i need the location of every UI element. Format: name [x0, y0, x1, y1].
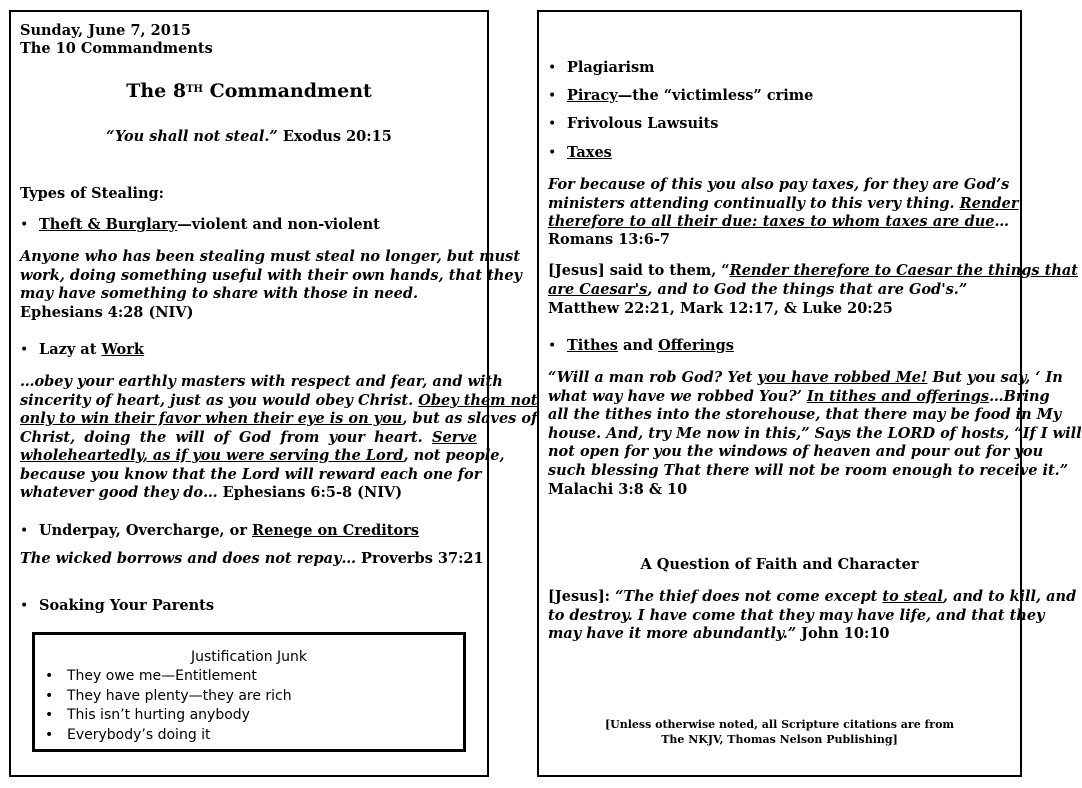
- page-title: The 8TH Commandment: [126, 80, 372, 102]
- types-heading: Types of Stealing:: [20, 185, 164, 202]
- proverbs-quote: The wicked borrows and does not repay… Proverbs 37:21: [20, 550, 484, 567]
- plagiarism-item: Plagiarism: [567, 59, 655, 76]
- romans-ref: Romans 13:6-7: [548, 231, 670, 248]
- list-item: • They owe me—Entitlement: [45, 667, 292, 687]
- bullet-icon: •: [20, 217, 29, 233]
- piracy-item: Piracy—the “victimless” crime: [567, 87, 814, 104]
- list-item: • They have plenty—they are rich: [45, 687, 292, 707]
- malachi-quote: “Will a man rob God? Yet you have robbed Me! But you say, ‘ In what way have we robbed You?’ In tithes and offerings…Bring all the tithes into the storehouse, that there may be food in My house. And, try Me now in this,” Says the LORD of hosts, “If I will not open for you the windows of heaven and pour out for you such blessing That there will not be room enough to receive it.”: [548, 369, 1082, 479]
- lawsuits-item: Frivolous Lawsuits: [567, 115, 719, 132]
- theft-item: Theft & Burglary—violent and non-violent: [39, 216, 380, 233]
- ephesians-6-quote: …obey your earthly masters with respect and fear, and with sincerity of heart, just as you would obey Christ. Obey them not only to win their favor when their eye is on you, but as slaves of Christ, doing the will of God from your heart. Serve wholeheartedly, as if you were serving the Lord, not people, because you know that the Lord will reward each one for whatever good they do… Ephesians 6:5-8 (NIV): [20, 373, 538, 501]
- bullet-icon: •: [20, 598, 29, 614]
- lazy-item: Lazy at Work: [39, 341, 144, 358]
- ephesians-4-ref: Ephesians 4:28 (NIV): [20, 304, 194, 321]
- caesar-quote: [Jesus] said to them, “Render therefore to Caesar the things that are Caesar's, and to God the things that are God's.”: [548, 262, 1078, 298]
- list-item: • This isn’t hurting anybody: [45, 706, 292, 726]
- box-list: [45, 667, 292, 745]
- bullet-icon: •: [548, 145, 557, 161]
- bullet-icon: •: [20, 523, 29, 539]
- soaking-item: Soaking Your Parents: [39, 597, 214, 614]
- bullet-icon: •: [548, 338, 557, 354]
- series-title: The 10 Commandments: [20, 40, 213, 57]
- malachi-ref: Malachi 3:8 & 10: [548, 481, 688, 498]
- caesar-ref: Matthew 22:21, Mark 12:17, & Luke 20:25: [548, 300, 893, 317]
- bullet-icon: •: [20, 342, 29, 358]
- list-item: • Everybody’s doing it: [45, 726, 292, 746]
- bullet-icon: •: [548, 116, 557, 132]
- romans-quote: For because of this you also pay taxes, for they are God’s ministers attending continually to this very thing. Render therefore to all their due: taxes to whom taxes are due…: [548, 176, 1019, 230]
- date-line: Sunday, June 7, 2015: [20, 22, 191, 39]
- bullet-icon: •: [548, 60, 557, 76]
- key-verse: “You shall not steal.” Exodus 20:15: [106, 128, 392, 145]
- underpay-item: Underpay, Overcharge, or Renege on Creditors: [39, 522, 419, 539]
- john-quote: [Jesus]: “The thief does not come except to steal, and to kill, and to destroy. I have come that they may have life, and that they may have it more abundantly.” John 10:10: [548, 588, 1077, 642]
- box-title: Justification Junk: [190, 649, 308, 665]
- taxes-item: Taxes: [567, 144, 612, 161]
- section-heading: A Question of Faith and Character: [640, 556, 919, 573]
- footnote: [Unless otherwise noted, all Scripture citations are from The NKJV, Thomas Nelson Publishing]: [604, 718, 955, 746]
- bullet-icon: •: [548, 88, 557, 104]
- justification-box: [32, 632, 466, 752]
- tithes-item: Tithes and Offerings: [567, 337, 734, 354]
- ephesians-4-quote: Anyone who has been stealing must steal no longer, but must work, doing something useful with their own hands, that they may have something to share with those in need.: [20, 248, 522, 302]
